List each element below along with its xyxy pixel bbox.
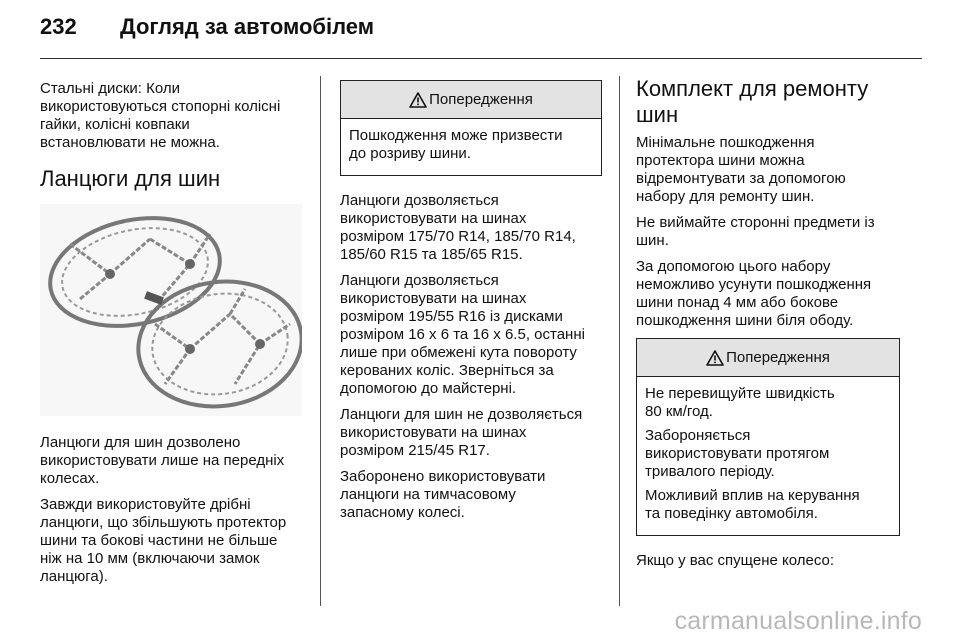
watermark: carmanualsonline.info: [674, 607, 922, 635]
column-divider-1: [320, 76, 321, 606]
paragraph-allowed-sizes-2: Ланцюги дозволяється використовувати на шинах розміром 195/55 R16 із дисками розміром 16 x 6 та 16 x 6.5, останні лише при обмежені кута повороту керованих коліс. Зверніться за допомогою до майстерні.: [340, 272, 585, 397]
warning-triangle-icon: [409, 92, 427, 108]
warning-header: [341, 81, 601, 119]
paragraph-foreign-objects: Не виймайте сторонні предмети із шин.: [636, 214, 875, 249]
page-title: Догляд за автомобілем: [120, 14, 375, 39]
warning-speed-limit: Не перевищуйте швидкість 80 км/год.: [645, 385, 835, 420]
warning-handling: Можливий вплив на керування та поведінку автомобіля.: [645, 487, 860, 522]
header-divider: [40, 58, 922, 59]
warning-title: Попередження: [429, 90, 533, 108]
column-1: [40, 80, 310, 594]
page-number: 232: [40, 14, 77, 39]
warning-body: [341, 119, 601, 175]
warning-box-speed: [636, 338, 900, 536]
column-2: [340, 80, 602, 530]
paragraph-kit-limits: За допомогою цього набору неможливо усунути пошкодження шини понад 4 мм або бокове пошкодження шини біля ободу.: [636, 258, 872, 329]
paragraph-minimal-damage: Мінімальне пошкодження протектора шини можна відремонтувати за допомогою набору для ремонту шин.: [636, 134, 846, 205]
section-heading-repair-kit: Комплект для ремонту шин: [636, 76, 869, 127]
paragraph-flat-tire: Якщо у вас спущене колесо:: [636, 552, 835, 569]
paragraph-allowed-sizes-1: Ланцюги дозволяється використовувати на шинах розміром 175/70 R14, 185/70 R14, 185/60 R15 та 185/65 R15.: [340, 192, 576, 263]
warning-body: [637, 377, 899, 535]
paragraph-front-wheels: Ланцюги для шин дозволено використовувати лише на передніх колесах.: [40, 434, 285, 487]
warning-text: Пошкодження може призвести до розриву шини.: [349, 127, 563, 162]
warning-title: Попередження: [726, 348, 830, 366]
paragraph-fine-chains: Завжди використовуйте дрібні ланцюги, що збільшують протектор шини та бокові частини не більше ніж на 10 мм (включаючи замок ланцюга).: [40, 496, 287, 585]
intro-paragraph: Стальні диски: Коли використовуються стопорні колісні гайки, колісні ковпаки встановлювати не можна.: [40, 80, 281, 151]
page-header: [40, 14, 374, 48]
tire-chains-illustration: [40, 204, 302, 416]
paragraph-spare-wheel: Заборонено використовувати ланцюги на тимчасовому запасному колесі.: [340, 468, 546, 521]
section-heading-tire-chains: Ланцюги для шин: [40, 166, 221, 191]
column-divider-2: [619, 76, 620, 606]
warning-triangle-icon: [706, 350, 724, 366]
warning-box-tire-damage: [340, 80, 602, 176]
column-3: [636, 76, 904, 578]
warning-header: [637, 339, 899, 377]
warning-long-use: Забороняється використовувати протягом тривалого періоду.: [645, 427, 830, 480]
paragraph-not-allowed-size: Ланцюги для шин не дозволяється використовувати на шинах розміром 215/45 R17.: [340, 406, 583, 459]
